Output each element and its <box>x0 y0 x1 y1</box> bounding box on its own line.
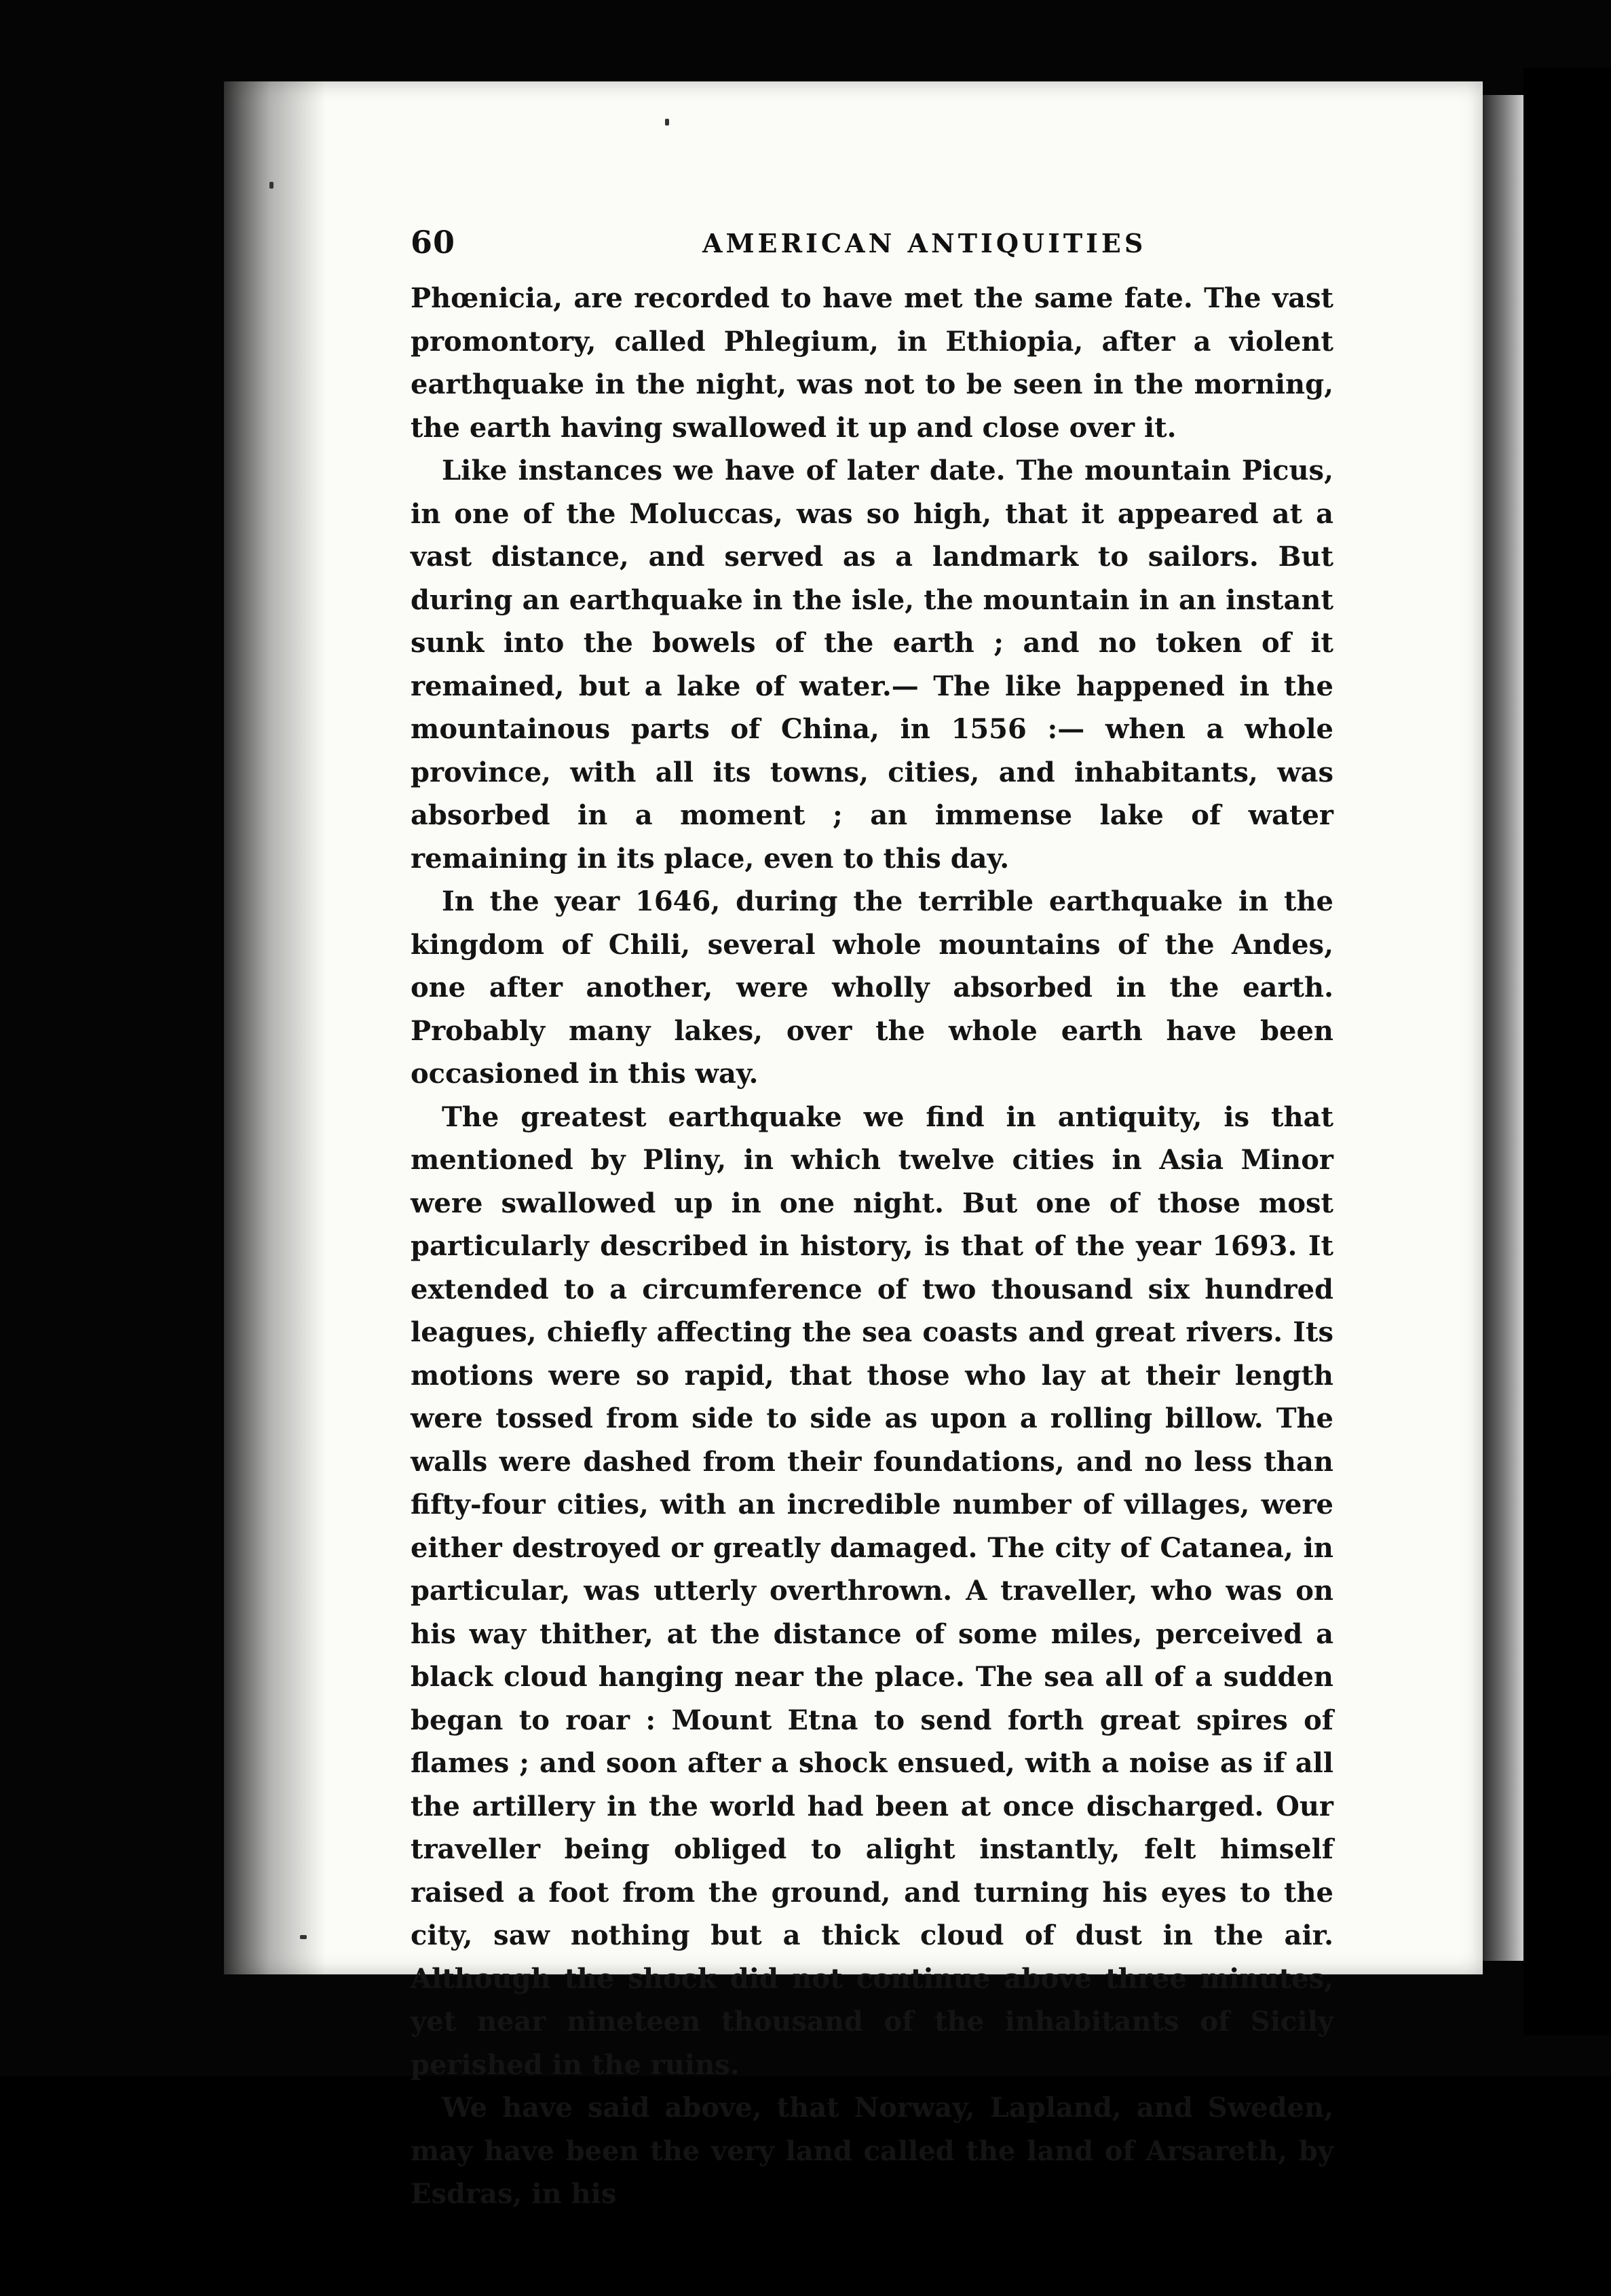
paragraph: Phœnicia, are recorded to have met the same fate. The vast promontory, called Phlegium, in Ethiopia, after a violent earthquake in the night, was not to be seen in the morning, the earth having swallowed it up and close over it. <box>411 282 1333 444</box>
paragraph: Like instances we have of later date. The mountain Picus, in one of the Moluccas, was so high, that it appeared at a vast distance, and served as a landmark to sailors. But during an earthquake in the isle, the mountain in an instant sunk into the bowels of the earth ; and no token of it remained, but a lake of water.— The like happened in the mountainous parts of China, in 1556 :— when a whole province, with all its towns, cities, and inhabitants, was absorbed in a moment ; an immense lake of water remaining in its place, even to this day. <box>411 455 1333 875</box>
paragraph: We have said above, that Norway, Lapland, and Sweden, may have been the very land called the land of Arsareth, by Esdras, in his <box>411 2092 1333 2210</box>
running-head: AMERICAN ANTIQUITIES <box>702 228 1147 259</box>
ink-speck <box>300 1935 307 1939</box>
gutter-shadow <box>224 81 326 1974</box>
paragraph: In the year 1646, during the terrible earthquake in the kingdom of Chili, several whole mountains of the Andes, one after another, were wholly absorbed in the earth. Probably many lakes, over the whole earth have been occasioned in this way. <box>411 885 1333 1090</box>
body-text <box>411 277 1333 2216</box>
page-number: 60 <box>411 224 456 261</box>
scan-right-border <box>1523 68 1611 2035</box>
page-header <box>411 224 1354 271</box>
page-edge-strip <box>1483 95 1523 1961</box>
paragraph: The greatest earthquake we find in antiquity, is that mentioned by Pliny, in which twelve cities in Asia Minor were swallowed up in one night. But one of those most particularly described in history, is that of the year 1693. It extended to a circumference of two thousand six hundred leagues, chiefly affecting the sea coasts and great rivers. Its motions were so rapid, that those who lay at their length were tossed from side to side as upon a rolling billow. The walls were dashed from their foundations, and no less than fifty-four cities, with an incredible number of villages, were either destroyed or greatly damaged. The city of Catanea, in particular, was utterly overthrown. A traveller, who was on his way thither, at the distance of some miles, perceived a black cloud hanging near the place. The sea all of a sudden began to roar : Mount Etna to send forth great spires of flames ; and soon after a shock ensued, with a noise as if all the artillery in the world had been at once discharged. Our traveller being obliged to alight instantly, felt himself raised a foot from the ground, and turning his eyes to the city, saw nothing but a thick cloud of dust in the air. Although the shock did not continue above three minutes, yet near nineteen thousand of the inhabitants of Sicily perished in the ruins. <box>411 1101 1333 2081</box>
ink-speck <box>269 182 273 189</box>
ink-speck <box>665 119 669 126</box>
